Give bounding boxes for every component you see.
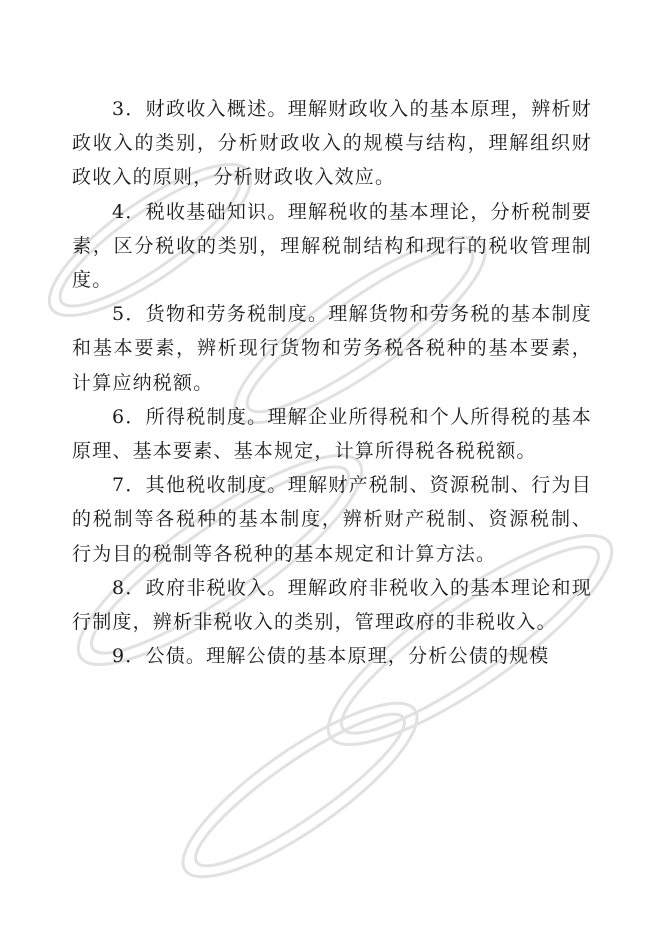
paragraph-8-non-tax-revenue: 8．政府非税收入。理解政府非税收入的基本理论和现行制度，辨析非税收入的类别，管理政府的非税收入。 <box>72 576 592 634</box>
paragraph-6-income-tax: 6．所得税制度。理解企业所得税和个人所得税的基本原理、基本要素、基本规定，计算所得税各税税额。 <box>72 405 592 463</box>
paragraph-3-revenue-overview: 3．财政收入概述。理解财政收入的基本原理，辨析财政收入的类别，分析财政收入的规模与结构，理解组织财政收入的原则，分析财政收入效应。 <box>72 98 592 189</box>
paragraph-5-goods-services-tax: 5．货物和劳务税制度。理解货物和劳务税的基本制度和基本要素，辨析现行货物和劳务税各税种的基本要素，计算应纳税额。 <box>72 303 592 394</box>
paragraph-4-tax-basics: 4．税收基础知识。理解税收的基本理论，分析税制要素，区分税收的类别，理解税制结构和现行的税收管理制度。 <box>72 200 592 292</box>
paragraph-9-public-debt: 9．公债。理解公债的基本原理，分析公债的规模 <box>112 645 550 668</box>
watermark-stamp-5 <box>162 677 437 903</box>
paragraph-7-other-taxes: 7．其他税收制度。理解财产税制、资源税制、行为目的税制等各税种的基本制度，辨析财产税制、资源税制、行为目的税制等各税种的基本规定和计算方法。 <box>72 474 592 565</box>
document-page <box>72 92 592 673</box>
